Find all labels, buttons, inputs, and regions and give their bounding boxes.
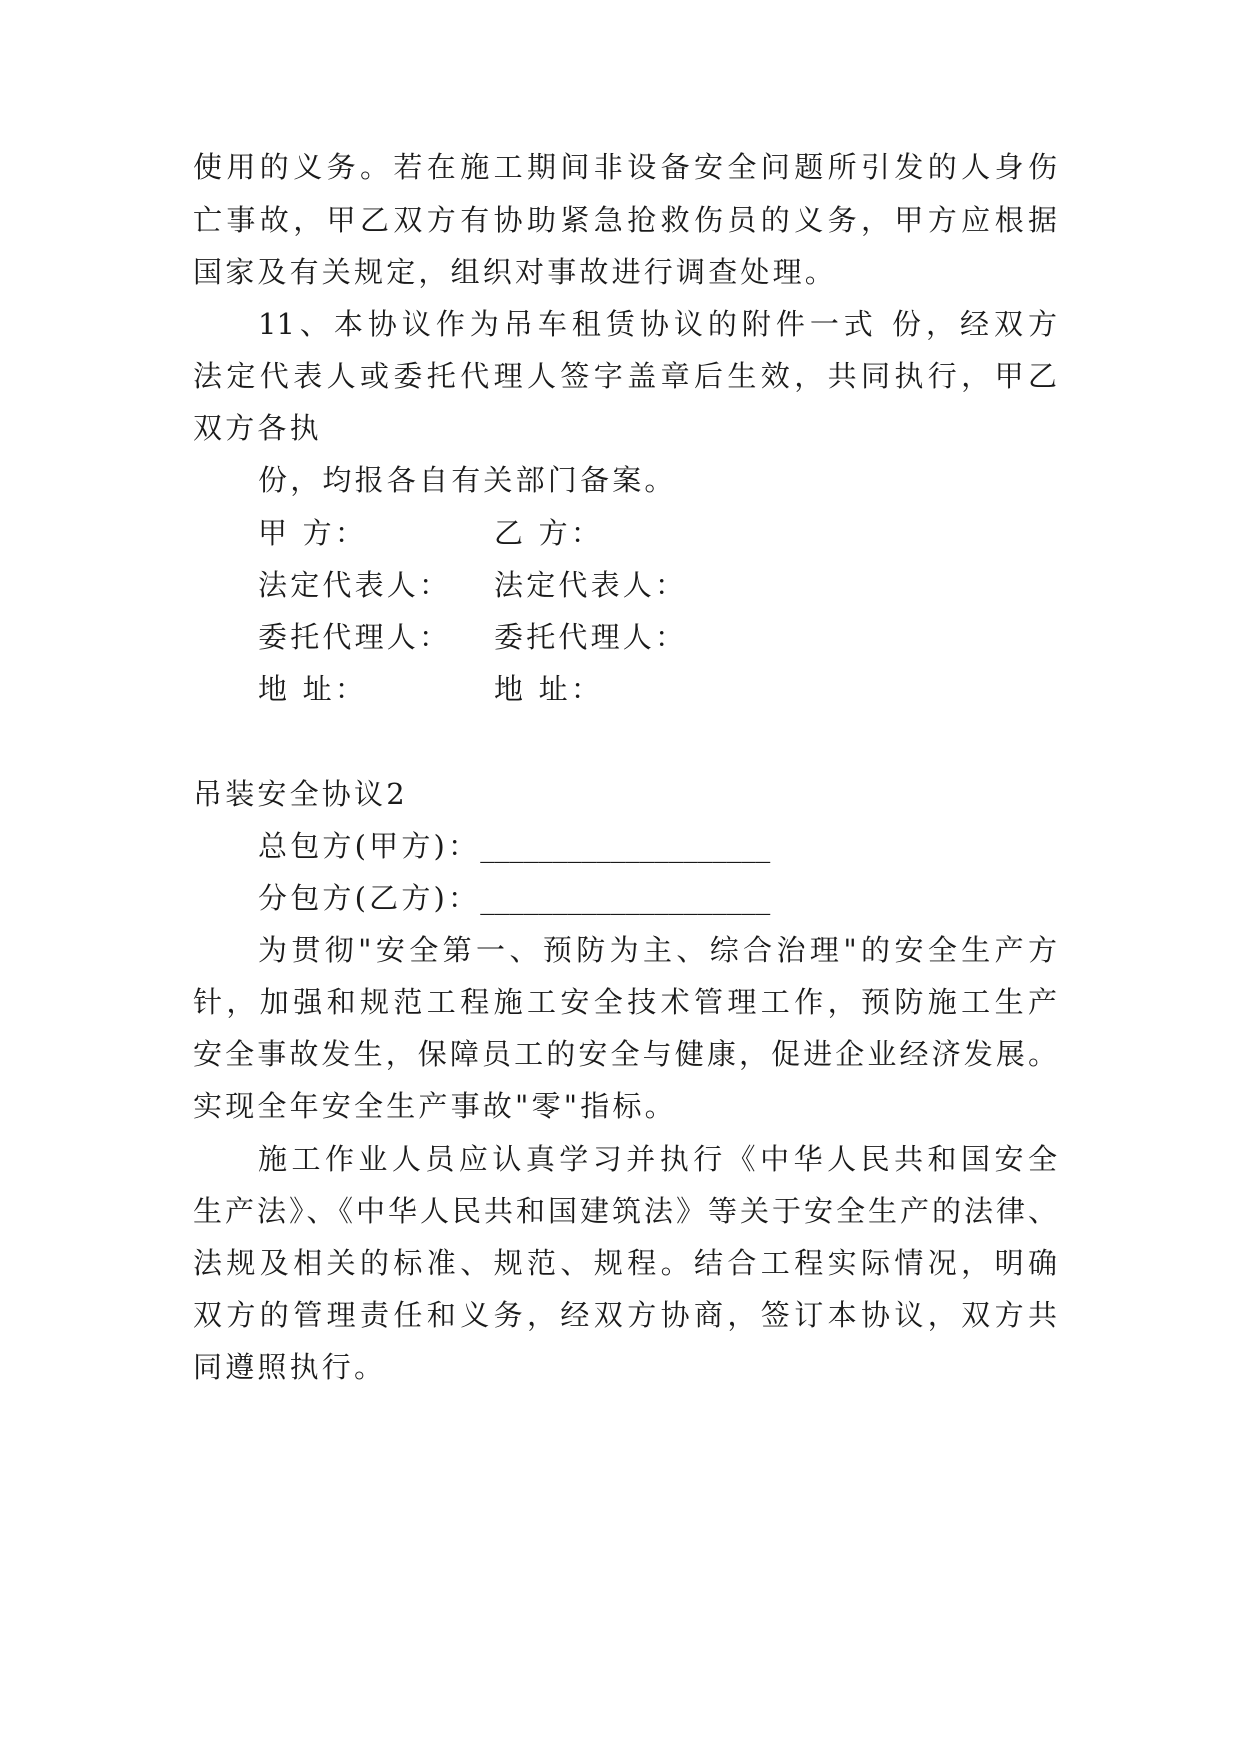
party-b-legal-rep-label: 法定代表人： (494, 568, 688, 602)
paragraph-line: 同遵照执行。 (193, 1350, 387, 1384)
section-title: 吊装安全协议2 (193, 777, 408, 811)
clause-11-line: 双方各执 (193, 411, 322, 445)
party-a-label: 甲 方： (258, 516, 368, 550)
clause-11-tail: 份，均报各自有关部门备案。 (258, 463, 677, 497)
body-text-line: 使用的义务。若在施工期间非设备安全问题所引发的人身伤 (193, 150, 1057, 184)
subcontractor-blank: ____________________ (480, 881, 771, 915)
paragraph-line: 为贯彻"安全第一、预防为主、综合治理"的安全生产方 (258, 933, 1057, 967)
paragraph-line: 安全事故发生，保障员工的安全与健康，促进企业经济发展。 (193, 1037, 1057, 1071)
paragraph-line: 生产法》、《中华人民共和国建筑法》等关于安全生产的法律、 (193, 1194, 1057, 1228)
contractor-line (258, 826, 770, 866)
party-a-agent-label: 委托代理人： (258, 620, 452, 654)
paragraph-line: 针，加强和规范工程施工安全技术管理工作，预防施工生产 (193, 985, 1057, 1019)
clause-11-line: 11、本协议作为吊车租赁协议的附件一式 份，经双方 (258, 307, 1057, 341)
party-a-legal-rep-label: 法定代表人： (258, 568, 452, 602)
contractor-label: 总包方(甲方)： (258, 829, 481, 863)
paragraph-line: 实现全年安全生产事故"零"指标。 (193, 1089, 677, 1123)
party-a-address-label: 地 址： (258, 672, 368, 706)
body-text-line: 亡事故，甲乙双方有协助紧急抢救伤员的义务，甲方应根据 (193, 203, 1057, 237)
paragraph-line: 施工作业人员应认真学习并执行《中华人民共和国安全 (258, 1142, 1057, 1176)
contractor-blank: ____________________ (480, 829, 771, 863)
party-b-label: 乙 方： (494, 516, 604, 550)
paragraph-line: 法规及相关的标准、规范、规程。结合工程实际情况，明确 (193, 1246, 1057, 1280)
subcontractor-label: 分包方(乙方)： (258, 881, 481, 915)
party-b-agent-label: 委托代理人： (494, 620, 688, 654)
party-b-address-label: 地 址： (494, 672, 604, 706)
body-text-line: 国家及有关规定，组织对事故进行调查处理。 (193, 255, 838, 289)
subcontractor-line (258, 878, 770, 918)
paragraph-line: 双方的管理责任和义务，经双方协商，签订本协议，双方共 (193, 1298, 1057, 1332)
clause-11-line: 法定代表人或委托代理人签字盖章后生效，共同执行，甲乙 (193, 359, 1057, 393)
